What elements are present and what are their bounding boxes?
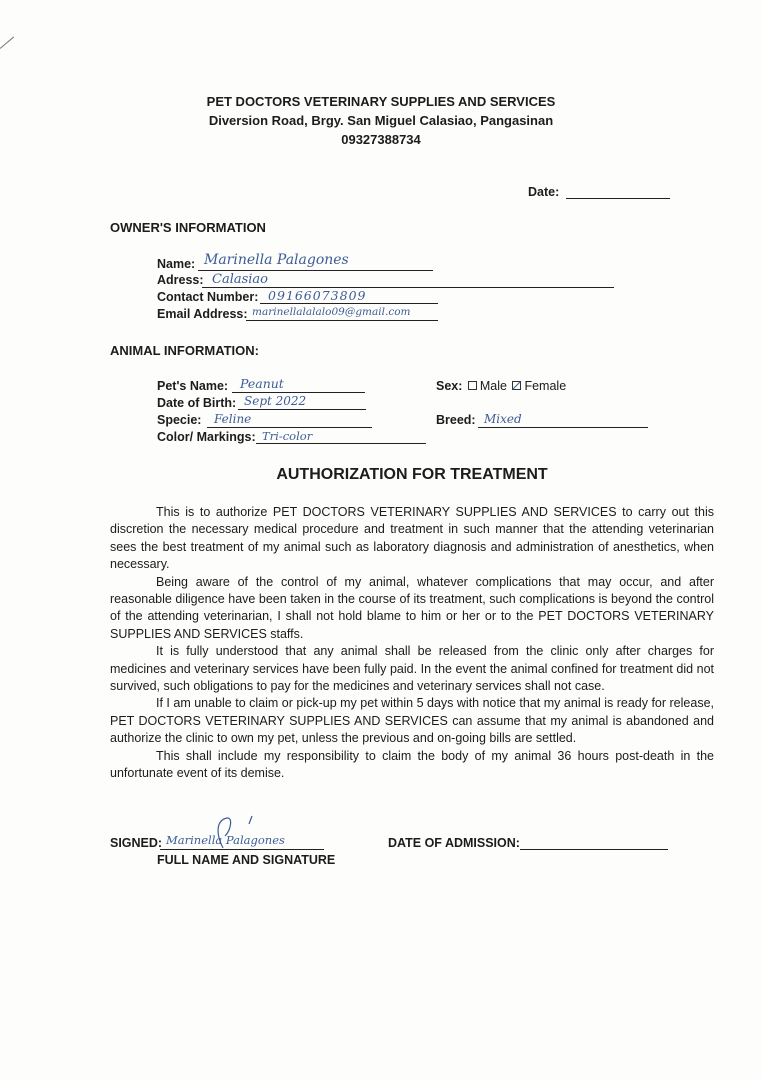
contact-number-value: 09166073809: [268, 288, 367, 303]
pet-name-label: Pet's Name:: [157, 379, 229, 393]
business-phone: 09327388734: [341, 132, 421, 147]
sex-row: [436, 379, 566, 393]
authorization-title: AUTHORIZATION FOR TREATMENT: [276, 466, 548, 483]
pet-name-field[interactable]: [232, 392, 365, 393]
date-of-admission-label: DATE OF ADMISSION:: [388, 836, 520, 850]
authorization-paragraph-3: It is fully understood that any animal shall be released from the clinic only after charges for medicines and veterinary services have been fully paid. In the event the animal confined for treatment did not survived, such obligations to pay for the medicines and veterinary services shall not case.: [110, 644, 714, 694]
email-label: Email Address:: [157, 307, 248, 321]
authorization-body: [110, 504, 714, 783]
signature-value: Marinella Palagones: [166, 833, 285, 847]
sex-female-checkbox[interactable]: [512, 381, 521, 390]
breed-value: Mixed: [484, 412, 522, 426]
authorization-paragraph-1: This is to authorize PET DOCTORS VETERINARY SUPPLIES AND SERVICES to carry out this discretion the necessary medical procedure and treatment in such manner that the attending veterinarian sees the best treatment of my animal such as laboratory diagnosis and administration of anesthetics, when necessary.: [110, 505, 714, 572]
email-value: marinellalalalo09@gmail.com: [252, 306, 411, 318]
dob-value: Sept 2022: [244, 394, 307, 408]
color-markings-label: Color/ Markings:: [157, 430, 256, 444]
email-field[interactable]: [246, 320, 438, 321]
signed-label: SIGNED:: [110, 836, 163, 850]
date-label: Date:: [528, 185, 560, 199]
dob-label: Date of Birth:: [157, 396, 237, 410]
owner-address-field[interactable]: [202, 287, 614, 288]
sex-female-label: Female: [524, 379, 567, 393]
pet-name-value: Peanut: [240, 376, 284, 391]
date-field[interactable]: [566, 198, 670, 199]
color-markings-value: Tri-color: [262, 429, 313, 443]
sex-label: Sex:: [436, 379, 463, 393]
business-address: Diversion Road, Brgy. San Miguel Calasiao, Pangasinan: [208, 113, 554, 128]
owner-section-title: OWNER'S INFORMATION: [110, 220, 266, 235]
owner-address-value: Calasiao: [212, 272, 269, 287]
dob-field[interactable]: [238, 409, 366, 410]
contact-number-label: Contact Number:: [157, 290, 259, 304]
authorization-paragraph-4: If I am unable to claim or pick-up my pet within 5 days with notice that my animal is ready for release, PET DOCTORS VETERINARY SUPPLIES AND SERVICES can assume that my animal is abandoned and authorize the clinic to own my pet, unless the previous and on-going bills are settled.: [110, 696, 714, 746]
sex-male-label: Male: [479, 379, 507, 393]
authorization-paragraph-2: Being aware of the control of my animal, whatever complications that may occur, and after reasonable diligence have been taken in the course of its treatment, such complications is beyond the control of the attending veterinarian, I shall not hold blame to him or her or to the PET DOCTORS VETERINARY SUPPLIES AND SERVICES staffs.: [110, 574, 714, 641]
color-markings-field[interactable]: [256, 443, 426, 444]
owner-name-field[interactable]: [198, 270, 433, 271]
owner-address-label: Adress:: [157, 273, 204, 287]
specie-field[interactable]: [207, 427, 372, 428]
authorization-paragraph-5: This shall include my responsibility to claim the body of my animal 36 hours post-death in the unfortunate event of its demise.: [110, 748, 714, 781]
owner-name-label: Name:: [157, 257, 196, 271]
owner-name-value: Marinella Palagones: [204, 252, 349, 268]
scan-mark: [0, 37, 14, 49]
contact-number-field[interactable]: [260, 303, 438, 304]
animal-section-title: ANIMAL INFORMATION:: [110, 343, 259, 358]
specie-value: Feline: [214, 412, 252, 426]
specie-label: Specie:: [157, 413, 202, 427]
business-name: PET DOCTORS VETERINARY SUPPLIES AND SERVICES: [206, 94, 556, 109]
breed-label: Breed:: [436, 413, 476, 427]
sex-male-checkbox[interactable]: [468, 381, 477, 390]
signature-caption: FULL NAME AND SIGNATURE: [157, 853, 336, 867]
signature-flourish: [205, 812, 265, 852]
date-of-admission-field[interactable]: [520, 849, 668, 850]
breed-field[interactable]: [478, 427, 648, 428]
